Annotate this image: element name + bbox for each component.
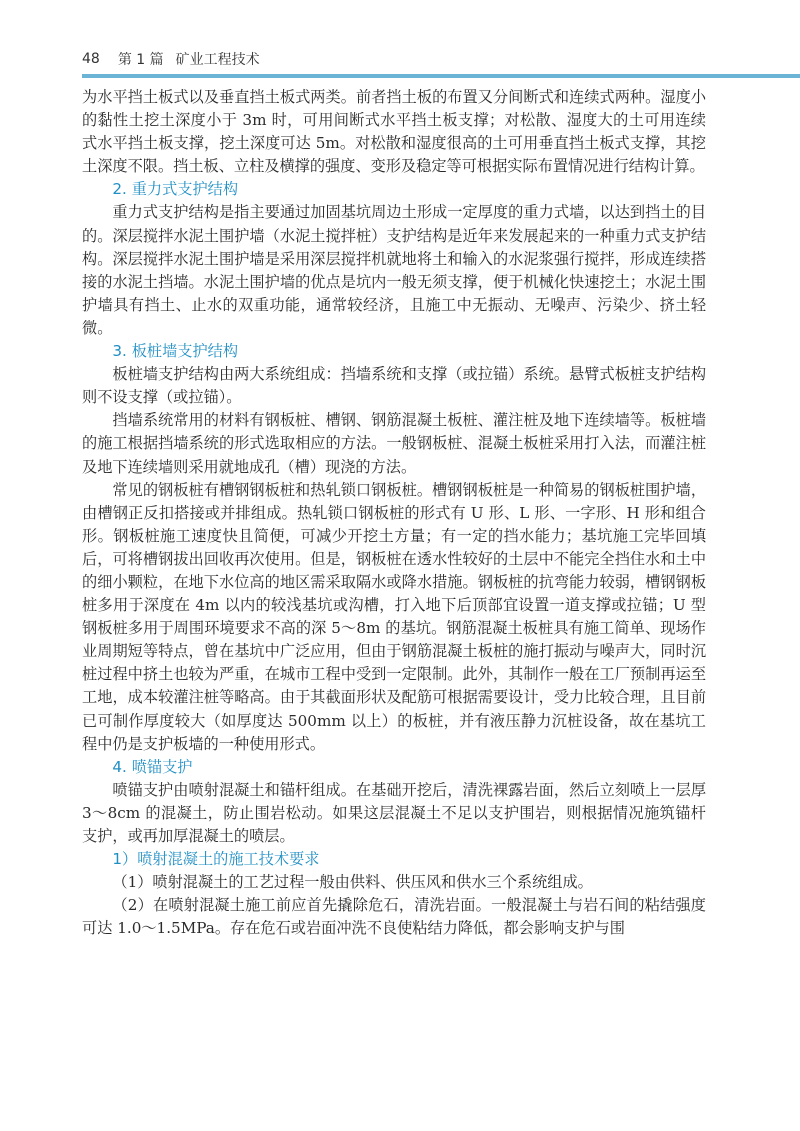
paragraph: 常见的钢板桩有槽钢钢板桩和热轧锁口钢板桩。槽钢钢板桩是一种简易的钢板桩围护墙，由槽钢正反扣搭接或并排组成。热轧锁口钢板桩的形式有 U 形、L 形、一字形、H 形和组合形。钢板桩施工速度快且简便，可减少开挖土方量；有一定的挡水能力；基坑施工完毕回填后，可将槽钢拔出回收再次使用。但是，钢板桩在透水性较好的土层中不能完全挡住水和土中的细小颗粒，在地下水位高的地区需采取隔水或降水措施。钢板桩的抗弯能力较弱，槽钢钢板桩多用于深度在 4m 以内的较浅基坑或沟槽，打入地下后顶部宜设置一道支撑或拉锚；U 型钢板桩多用于周围环境要求不高的深 5～8m 的基坑。钢筋混凝土板桩具有施工简单、现场作业周期短等特点，曾在基坑中广泛应用，但由于钢筋混凝土板桩的施打振动与噪声大，同时沉桩过程中挤土也较为严重，在城市工程中受到一定限制。此外，其制作一般在工厂预制再运至工地，成本较灌注桩等略高。由于其截面形状及配筋可根据需要设计，受力比较合理，且目前已可制作厚度较大（如厚度达 500mm 以上）的板桩，并有液压静力沉桩设备，故在基坑工程中仍是支护板墙的一种使用形式。 [82,480,706,753]
page-number: 48 [82,51,100,67]
paragraph: （2）在喷射混凝土施工前应首先撬除危石，清洗岩面。一般混凝土与岩石间的粘结强度可达 1.0～1.5MPa。存在危石或岩面冲洗不良使粘结力降低，都会影响支护与围 [82,896,706,938]
paragraph: 重力式支护结构是指主要通过加固基坑周边土形成一定厚度的重力式墙，以达到挡土的目的。深层搅拌水泥土围护墙（水泥土搅拌桩）支护结构是近年来发展起来的一种重力式支护结构。深层搅拌水泥土围护墙是采用深层搅拌机就地将土和输入的水泥浆强行搅拌，形成连续搭接的水泥土挡墙。水泥土围护墙的优点是坑内一般无须支撑，便于机械化快速挖土；水泥土围护墙具有挡土、止水的双重功能，通常较经济，且施工中无振动、无噪声、污染少、挤土轻微。 [82,203,706,337]
header-rule [82,74,800,78]
section-heading: 4. 喷锚支护 [112,757,193,776]
paragraph: 喷锚支护由喷射混凝土和锚杆组成。在基础开挖后，清洗裸露岩面，然后立刻喷上一层厚 3～8cm 的混凝土，防止围岩松动。如果这层混凝土不足以支护围岩，则根据情况施筑锚杆支护，或再加厚混凝土的喷层。 [82,780,706,845]
paragraph: 挡墙系统常用的材料有钢板桩、槽钢、钢筋混凝土板桩、灌注桩及地下连续墙等。板桩墙的施工根据挡墙系统的形式选取相应的方法。一般钢板桩、混凝土板桩采用打入法，而灌注桩及地下连续墙则采用就地成孔（槽）现浇的方法。 [82,411,706,476]
section-heading: 3. 板桩墙支护结构 [112,342,239,361]
chapter-label: 第 1 篇 [117,52,164,68]
chapter-title: 矿业工程技术 [175,52,260,68]
subsection-heading: 1）喷射混凝土的施工技术要求 [112,850,320,869]
paragraph: （1）喷射混凝土的工艺过程一般由供料、供压风和供水三个系统组成。 [112,873,593,892]
paragraph: 板桩墙支护结构由两大系统组成：挡墙系统和支撑（或拉锚）系统。悬臂式板桩支护结构则不设支撑（或拉锚）。 [82,365,706,407]
section-heading: 2. 重力式支护结构 [112,180,239,199]
body-text [82,86,706,940]
paragraph: 为水平挡土板式以及垂直挡土板式两类。前者挡土板的布置又分间断式和连续式两种。湿度小的黏性土挖土深度小于 3m 时，可用间断式水平挡土板支撑；对松散、湿度大的土可用连续式水平挡土板支撑，挖土深度可达 5m。对松散和湿度很高的土可用垂直挡土板式支撑，其挖土深度不限。挡土板、立柱及横撑的强度、变形及稳定等可根据实际布置情况进行结构计算。 [82,88,706,176]
running-header [82,46,722,72]
